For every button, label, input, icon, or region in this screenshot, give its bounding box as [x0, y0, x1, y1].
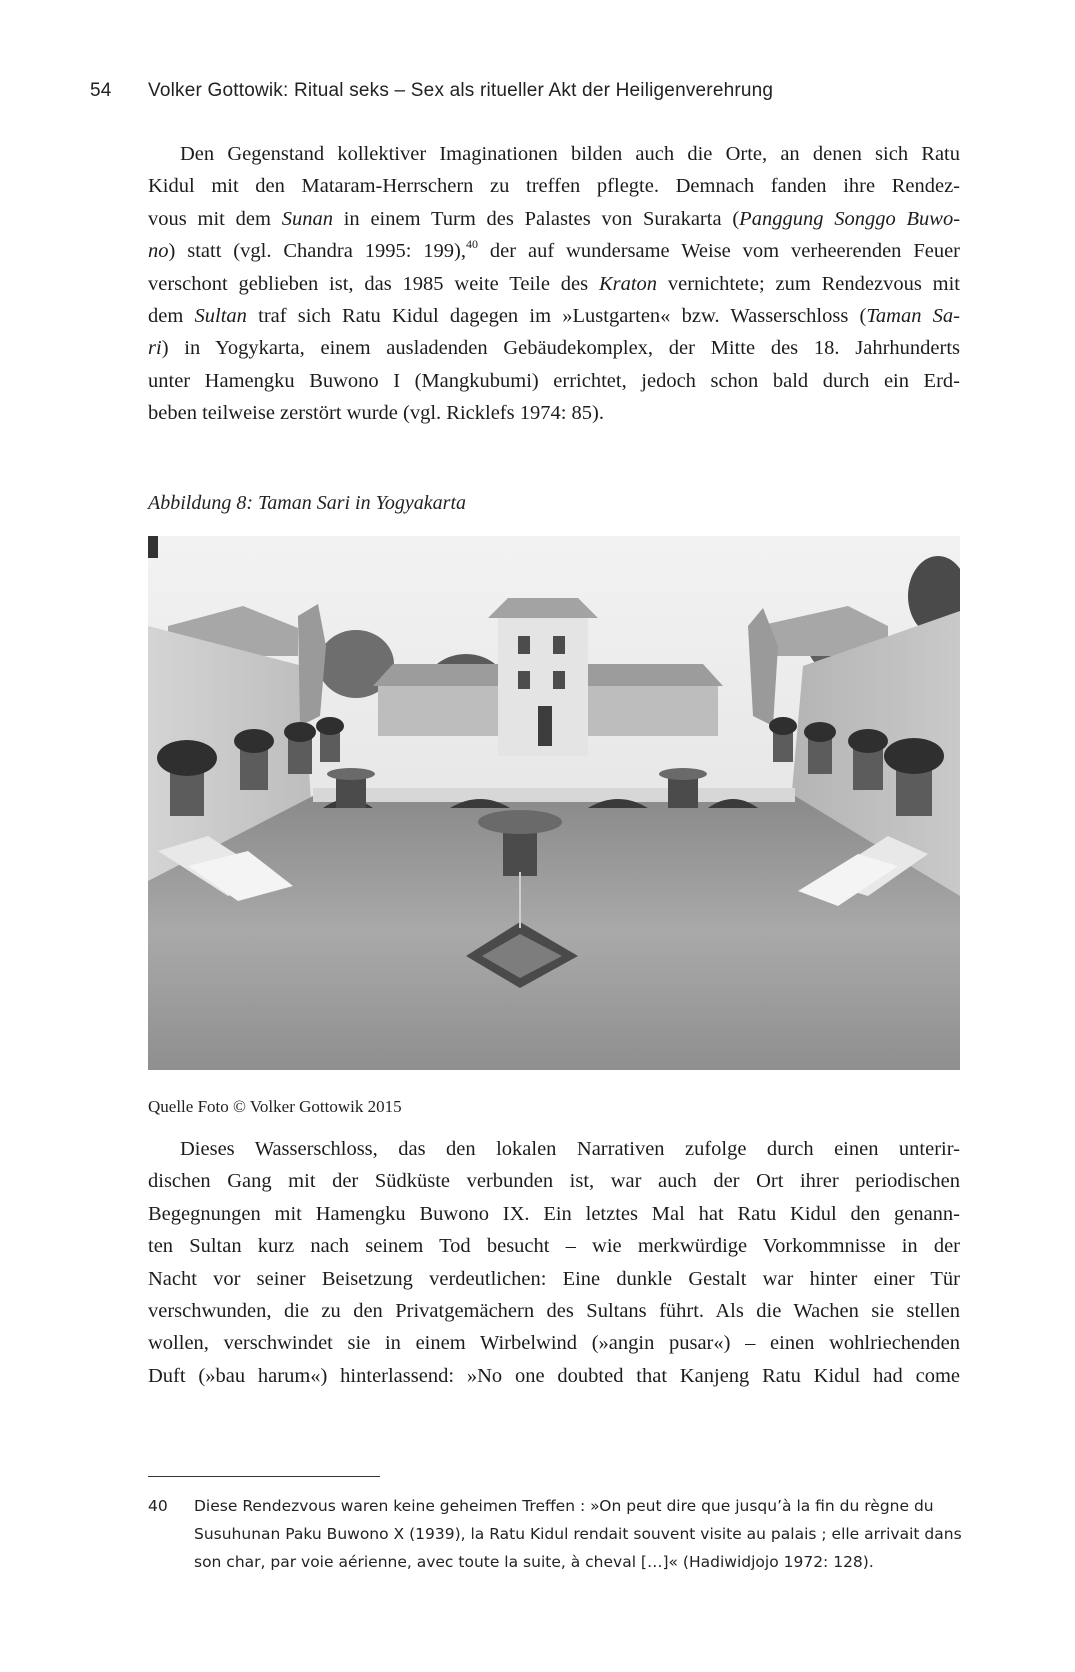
text-line: ten Sultan kurz nach seinem Tod besucht – wie merkwürdige Vorkommnisse in der: [148, 1235, 960, 1258]
footnote-ref-40[interactable]: 40: [466, 237, 478, 252]
footnote-line: Susuhunan Paku Buwono X (1939), la Ratu Kidul rendait souvent visite au palais ; elle arrivait dans: [194, 1525, 962, 1543]
italic-term: ri: [148, 337, 162, 360]
footnote-line: Diese Rendezvous waren keine geheimen Treffen : »On peut dire que jusqu’à la fin du règne du: [194, 1497, 934, 1515]
footnote-text: [194, 1492, 960, 1576]
page-number: 54: [90, 80, 112, 101]
footnote-separator: [148, 1476, 380, 1477]
text-line: Begegnungen mit Hamengku Buwono IX. Ein letztes Mal hat Ratu Kidul den genann-: [148, 1202, 960, 1225]
text-line: vous mit dem Sunan in einem Turm des Palastes von Surakarta (Panggung Songgo Buwo-: [148, 207, 961, 230]
footnote-number: 40: [148, 1497, 168, 1515]
footnote-line: son char, par voie aérienne, avec toute la suite, à cheval […]« (Hadiwidjojo 1972: 128).: [194, 1553, 874, 1571]
footnote-40: [148, 1492, 960, 1576]
taman-sari-photo: [148, 536, 960, 1070]
italic-term: Sunan: [281, 207, 333, 230]
text-line: Dieses Wasserschloss, das den lokalen Narrativen zufolge durch einen unterir-: [180, 1138, 960, 1160]
text-line: no) statt (vgl. Chandra 1995: 199),$^{40}$ der auf wundersame Weise vom verheerenden Feuer: [148, 237, 960, 263]
running-title: Volker Gottowik: Ritual seks – Sex als ritueller Akt der Heiligenverehrung: [148, 80, 774, 101]
body-paragraph-2: [148, 1133, 960, 1392]
text-line: dischen Gang mit der Südküste verbunden ist, war auch der Ort ihrer periodischen: [148, 1170, 960, 1193]
text-line: Den Gegenstand kollektiver Imaginationen bilden auch die Orte, an denen sich Ratu: [180, 143, 960, 165]
italic-term: Taman Sa-: [866, 305, 961, 328]
text-line: Duft (»bau harum«) hinterlassend: »No one doubted that Kanjeng Ratu Kidul had come: [148, 1364, 960, 1387]
running-header: [90, 80, 990, 102]
text-line: dem Sultan traf sich Ratu Kidul dagegen im »Lustgarten« bzw. Wasserschloss (Taman Sa-: [148, 305, 961, 328]
italic-term: Panggung Songgo Buwo-: [739, 207, 961, 230]
text-line: unter Hamengku Buwono I (Mangkubumi) errichtet, jedoch schon bald durch ein Erd-: [148, 369, 960, 392]
figure-caption: Abbildung 8: Taman Sari in Yogyakarta: [148, 492, 466, 514]
text-line: Nacht vor seiner Beisetzung verdeutlichen: Eine dunkle Gestalt war hinter einer Tür: [148, 1267, 960, 1290]
text-line: ri) in Yogykarta, einem ausladenden Gebäudekomplex, der Mitte des 18. Jahrhunderts: [148, 337, 960, 360]
italic-term: no: [148, 240, 169, 263]
body-paragraph-1: [148, 138, 960, 430]
text-line: verschont geblieben ist, das 1985 weite Teile des Kraton vernichtete; zum Rendezvous mit: [148, 272, 960, 295]
italic-term: Sultan: [194, 305, 247, 328]
text-line: verschwunden, die zu den Privatgemächern des Sultans führt. Als die Wachen sie stellen: [148, 1300, 960, 1323]
text-line: Kidul mit den Mataram-Herrschern zu treffen pflegte. Demnach fanden ihre Rendez-: [148, 175, 960, 198]
text-line: wollen, verschwindet sie in einem Wirbelwind (»angin pusar«) – einen wohlriechenden: [148, 1332, 960, 1355]
text-line: beben teilweise zerstört wurde (vgl. Ricklefs 1974: 85).: [148, 402, 604, 425]
italic-term: Kraton: [598, 272, 658, 295]
photo-source: Quelle Foto © Volker Gottowik 2015: [148, 1097, 402, 1116]
